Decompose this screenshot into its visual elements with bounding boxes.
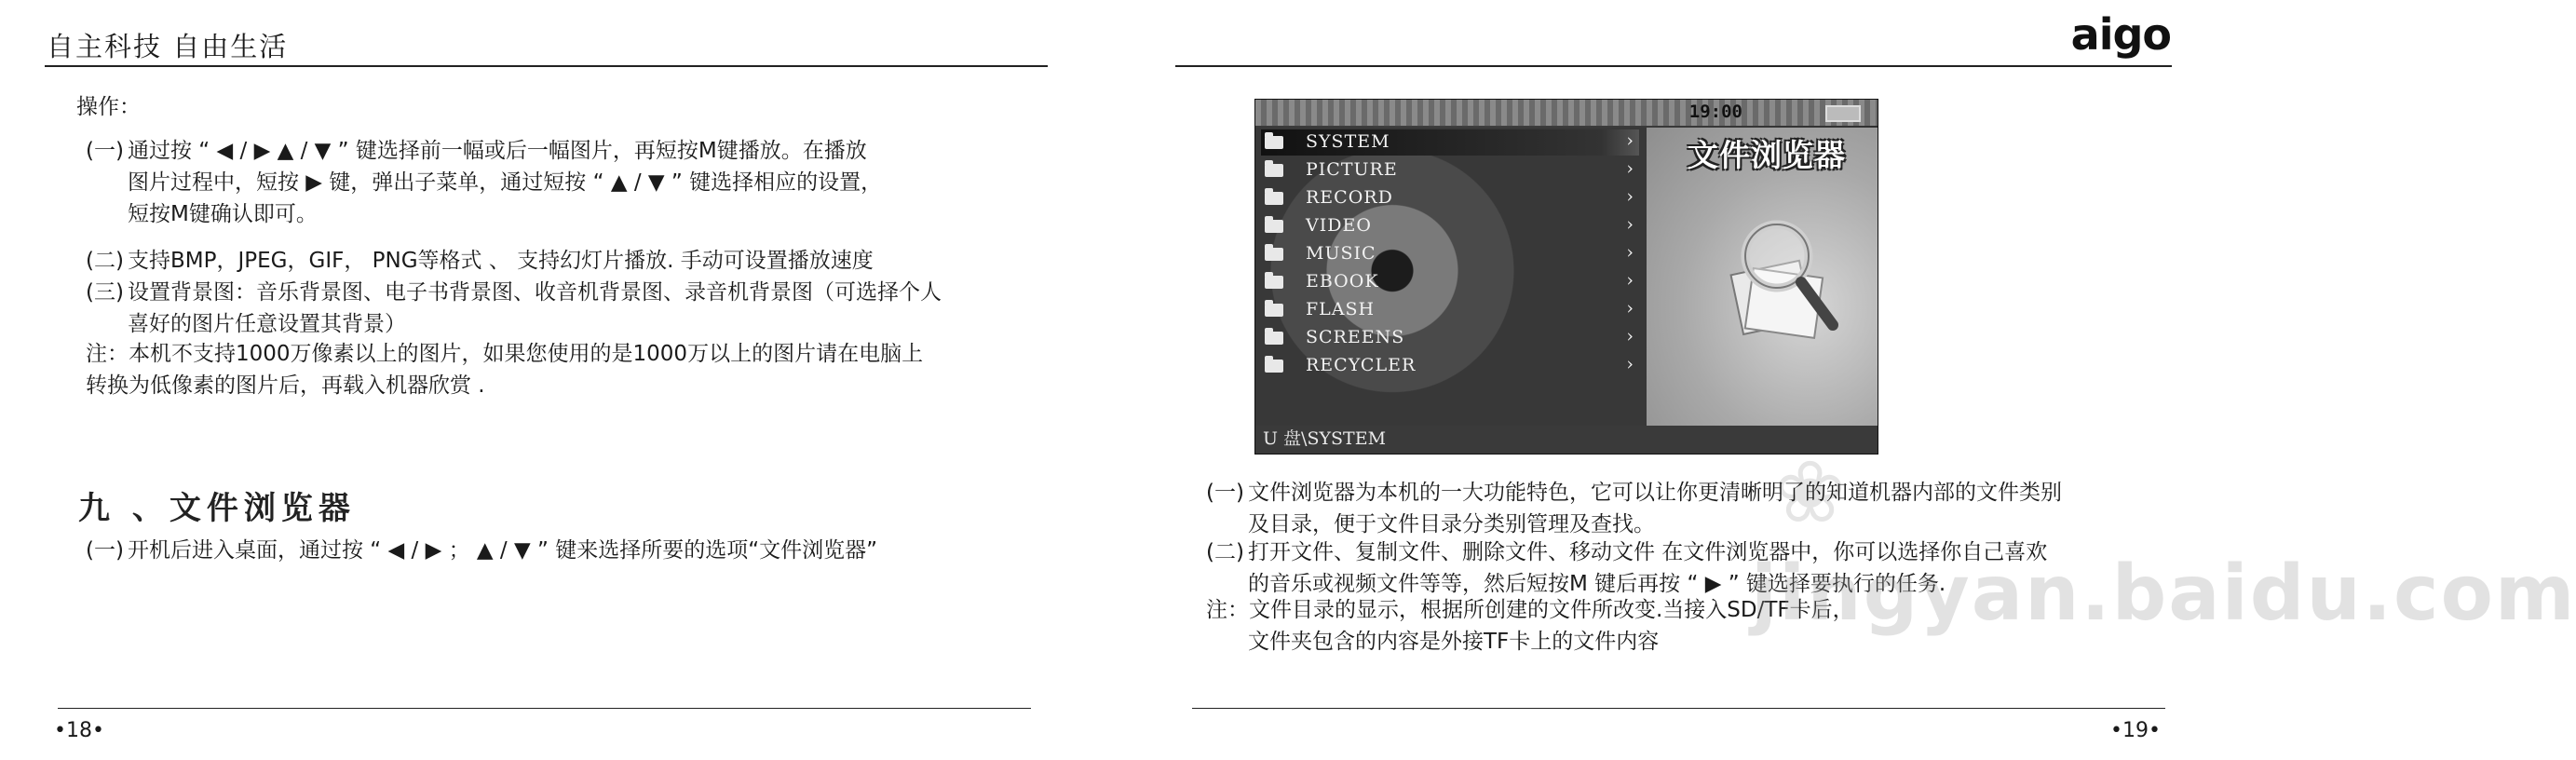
aigo-logo: aigo: [2070, 9, 2171, 60]
section-item-1: [86, 535, 877, 566]
menu-item-label: VIDEO: [1306, 215, 1372, 236]
chevron-right-icon: ›: [1626, 354, 1634, 374]
folder-icon: [1265, 276, 1283, 289]
item-label: (二): [1206, 540, 1244, 564]
item-line: 及目录，便于文件目录分类别管理及查找。: [1248, 512, 1655, 536]
page-number-left: •18•: [54, 719, 104, 742]
chevron-right-icon: ›: [1626, 186, 1634, 207]
menu-item-label: SCREENS: [1306, 327, 1405, 347]
note-line: 注：本机不支持1000万像素以上的图片，如果您使用的是1000万以上的图片请在电脑上: [86, 342, 924, 366]
chevron-right-icon: ›: [1626, 130, 1634, 151]
chevron-right-icon: ›: [1626, 242, 1634, 263]
folder-icon: [1265, 304, 1283, 317]
chevron-right-icon: ›: [1626, 270, 1634, 291]
item-line: 文件浏览器为本机的一大功能特色，它可以让你更清晰明了的知道机器内部的文件类别: [1248, 481, 2062, 505]
item-line: 图片过程中，短按 ▶ 键，弹出子菜单，通过短按 “ ▲ / ▼ ” 键选择相应的设置，: [128, 170, 883, 195]
menu-item-video[interactable]: [1261, 213, 1639, 239]
item-label: (一): [86, 538, 124, 563]
item-line: 开机后进入桌面，通过按 “ ◀ / ▶ ； ▲ / ▼ ” 键来选择所要的选项“文件浏览器”: [128, 538, 878, 563]
menu-item-music[interactable]: [1261, 241, 1639, 267]
folder-icon: [1265, 360, 1283, 373]
note-line: 转换为低像素的图片后，再载入机器欣赏 .: [86, 373, 485, 398]
folder-icon: [1265, 220, 1283, 233]
left-item-2: [86, 245, 874, 277]
menu-item-label: RECYCLER: [1306, 355, 1417, 375]
folder-icon: [1265, 164, 1283, 177]
item-line: 喜好的图片任意设置其背景）: [128, 312, 406, 336]
menu-item-label: SYSTEM: [1306, 131, 1390, 152]
menu-item-label: EBOOK: [1306, 271, 1379, 292]
menu-item-flash[interactable]: [1261, 297, 1639, 323]
menu-item-recycler[interactable]: [1261, 353, 1639, 379]
item-label: (一): [1206, 481, 1244, 505]
menu-item-label: FLASH: [1306, 299, 1376, 319]
footer-divider-left: [58, 708, 1031, 709]
item-line: 支持BMP，JPEG，GIF， PNG等格式 、 支持幻灯片播放. 手动可设置播放速度: [128, 249, 874, 273]
menu-item-system[interactable]: [1261, 129, 1639, 156]
footer-divider-right: [1192, 708, 2165, 709]
item-label: (一): [86, 139, 124, 163]
item-line: 的音乐或视频文件等等，然后短按M 键后再按 “ ▶ ” 键选择要执行的任务.: [1248, 572, 1946, 596]
folder-icon: [1265, 332, 1283, 345]
section-title: 九 、文件浏览器: [78, 490, 356, 527]
current-path: U 盘\SYSTEM: [1263, 428, 1387, 449]
item-label: (三): [86, 280, 124, 305]
left-item-3: [86, 277, 942, 340]
menu-item-picture[interactable]: [1261, 157, 1639, 183]
header-divider-right: [1175, 65, 2172, 67]
left-note: [86, 338, 923, 401]
chevron-right-icon: ›: [1626, 214, 1634, 235]
folder-icon: [1265, 248, 1283, 261]
item-line: 设置背景图：音乐背景图、电子书背景图、收音机背景图、录音机背景图（可选择个人: [128, 280, 942, 305]
menu-item-label: RECORD: [1306, 187, 1393, 208]
screen-top-bar: [1255, 100, 1878, 126]
menu-item-ebook[interactable]: [1261, 269, 1639, 295]
screen-app-title: 文件浏览器: [1688, 137, 1846, 173]
note-line: 文件夹包含的内容是外接TF卡上的文件内容: [1248, 630, 1660, 654]
chevron-right-icon: ›: [1626, 158, 1634, 179]
header-divider-left: [45, 65, 1048, 67]
chevron-right-icon: ›: [1626, 326, 1634, 346]
left-item-1: [86, 135, 882, 230]
item-label: (二): [86, 249, 124, 273]
menu-item-screens[interactable]: [1261, 325, 1639, 351]
clock-readout: 19:00: [1688, 102, 1742, 122]
magnifier-icon: [1729, 211, 1850, 342]
battery-icon: [1825, 105, 1861, 122]
page-number-right: •19•: [2110, 719, 2161, 742]
menu-item-label: PICTURE: [1306, 159, 1398, 180]
right-item-1: [1206, 477, 2062, 540]
chevron-right-icon: ›: [1626, 298, 1634, 319]
left-page-header: 自主科技 自由生活: [47, 31, 289, 62]
note-line: 注：文件目录的显示，根据所创建的文件所改变.当接入SD/TF卡后，: [1206, 598, 1854, 622]
item-line: 通过按 “ ◀ / ▶ ▲ / ▼ ” 键选择前一幅或后一幅图片，再短按M键播放。在播放: [128, 139, 867, 163]
folder-icon: [1265, 192, 1283, 205]
item-line: 短按M键确认即可。: [128, 202, 318, 226]
menu-item-label: MUSIC: [1306, 243, 1376, 264]
operation-label: 操作：: [76, 95, 141, 119]
folder-icon: [1265, 136, 1283, 149]
menu-item-record[interactable]: [1261, 185, 1639, 211]
item-line: 打开文件、复制文件、删除文件、移动文件 在文件浏览器中，你可以选择你自己喜欢: [1248, 540, 2048, 564]
device-screen: [1254, 99, 1878, 455]
baidu-watermark: jingyan.baidu.com: [1751, 550, 2576, 638]
baidu-paw-icon: ❀: [1774, 442, 1847, 542]
